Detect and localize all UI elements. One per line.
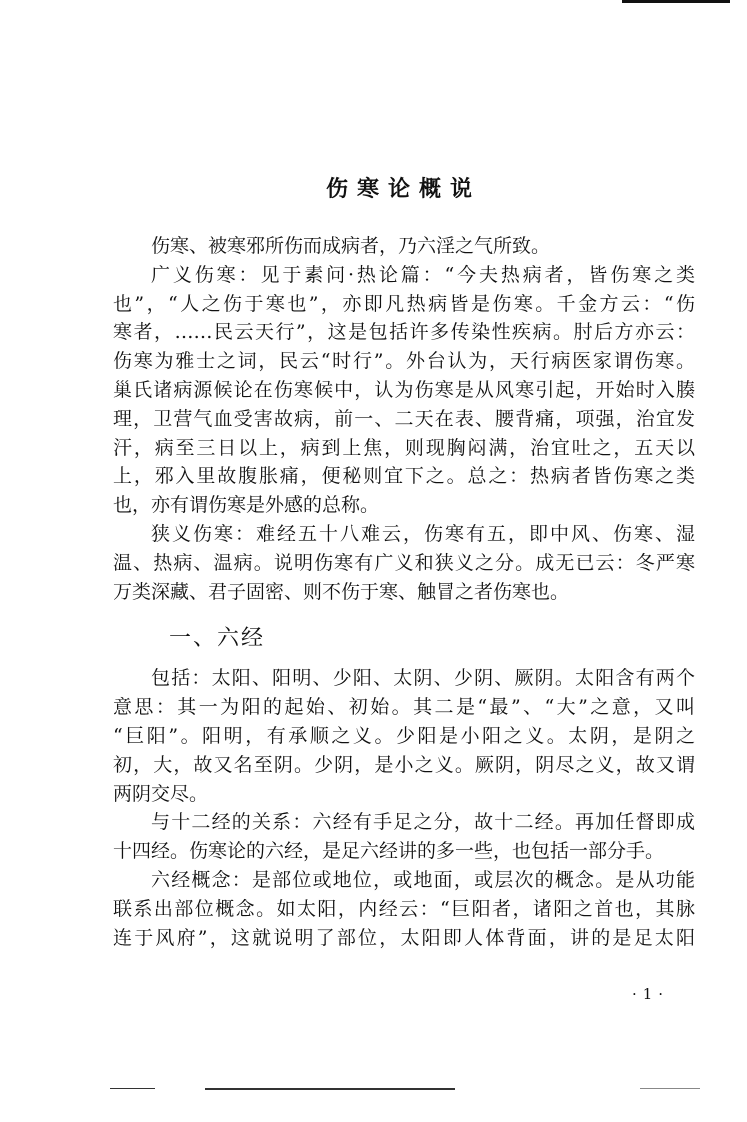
text-line: 也，亦有谓伤寒是外感的总称。	[113, 494, 380, 517]
text-line: 上，邪入里故腹胀痛，便秘则宜下之。总之：热病者皆伤寒之类	[113, 465, 695, 488]
paragraph	[113, 232, 695, 261]
page-number: ·1·	[632, 985, 670, 1003]
text-line: 包括：太阳、阳明、少阳、太阴、少阴、厥阴。太阳含有两个	[151, 667, 695, 690]
text-line: 伤寒为雅士之词，民云“时行”。外台认为，天行病医家谓伤寒。	[113, 350, 695, 373]
text-line: 初，大，故又名至阴。少阴，是小之义。厥阴，阴尽之义，故又谓	[113, 753, 695, 776]
paragraph	[113, 866, 695, 952]
text-line: “巨阳”。阳明，有承顺之义。少阳是小阳之义。太阴，是阴之	[113, 724, 695, 747]
paragraph	[113, 520, 695, 606]
text-line: 伤寒、被寒邪所伤而成病者，乃六淫之气所致。	[151, 235, 551, 257]
intro-section	[113, 232, 695, 606]
text-line: 巢氏诸病源候论在伤寒候中，认为伤寒是从风寒引起，开始时入腠	[113, 378, 695, 401]
scan-edge-mark	[622, 0, 730, 3]
text-line: 寒者，……民云天行”，这是包括许多传染性疾病。肘后方亦云：	[113, 321, 695, 344]
text-line: 广义伤寒：见于素问·热论篇：“今夫热病者，皆伤寒之类	[151, 263, 695, 286]
text-line: 两阴交尽。	[113, 782, 209, 805]
scan-line	[205, 1088, 455, 1090]
six-meridians-section	[113, 664, 695, 952]
paragraph	[113, 261, 695, 520]
paragraph	[113, 664, 695, 808]
scan-line	[110, 1088, 155, 1089]
text-line: 意思：其一为阳的起始、初始。其二是“最”、“大”之意，又叫	[113, 696, 695, 719]
paragraph	[113, 808, 695, 866]
section-heading: 一、六经	[169, 626, 266, 652]
document-body	[113, 232, 695, 952]
text-line: 万类深藏、君子固密、则不伤于寒、触冒之者伤寒也。	[113, 580, 570, 603]
page-title: 伤寒论概说	[325, 176, 481, 202]
scan-line	[640, 1088, 700, 1089]
text-line: 十四经。伤寒论的六经，是足六经讲的多一些，也包括一部分手。	[113, 840, 665, 863]
text-line: 温、热病、温病。说明伤寒有广义和狭义之分。成无已云：冬严寒	[113, 551, 695, 574]
text-line: 汗，病至三日以上，病到上焦，则现胸闷满，治宜吐之，五天以	[113, 436, 695, 459]
text-line: 六经概念：是部位或地位，或地面，或层次的概念。是从功能	[151, 868, 695, 891]
text-line: 与十二经的关系：六经有手足之分，故十二经。再加任督即成	[151, 811, 695, 834]
text-line: 连于风府”，这就说明了部位，太阳即人体背面，讲的是足太阳	[113, 926, 695, 949]
text-line: 理，卫营气血受害故病，前一、二天在表、腰背痛，项强，治宜发	[113, 407, 695, 430]
text-line: 狭义伤寒：难经五十八难云，伤寒有五，即中风、伤寒、湿	[151, 522, 695, 545]
text-line: 联系出部位概念。如太阳，内经云：“巨阳者，诸阳之首也，其脉	[113, 897, 695, 920]
text-line: 也”，“人之伤于寒也”，亦即凡热病皆是伤寒。千金方云：“伤	[113, 292, 695, 315]
